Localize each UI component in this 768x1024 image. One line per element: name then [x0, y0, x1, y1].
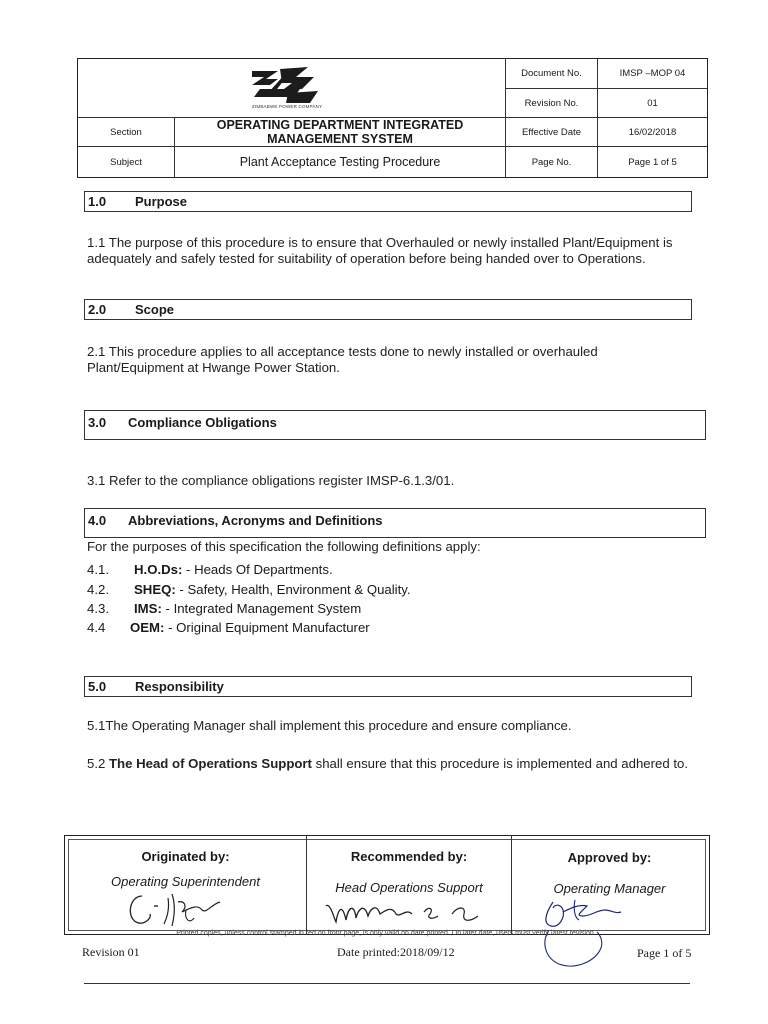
section-number: 1.0 — [88, 194, 107, 209]
section-number: 2.0 — [88, 302, 107, 317]
subject-value: Plant Acceptance Testing Procedure — [239, 155, 441, 169]
definition-number: 4.3. — [87, 601, 109, 616]
definition-term: H.O.Ds: — [134, 562, 183, 577]
responsibility-paragraph-2 — [87, 756, 697, 772]
page-no-value: Page 1 of 5 — [628, 156, 677, 168]
definition-text: - Original Equipment Manufacturer — [164, 620, 370, 635]
definition-number: 4.1. — [87, 562, 109, 577]
definition-item — [87, 601, 361, 616]
section-title-line-2: MANAGEMENT SYSTEM — [267, 132, 413, 146]
section-number: 3.0 — [88, 415, 107, 430]
section-label: Section — [110, 126, 142, 138]
section-heading-responsibility — [84, 676, 692, 697]
section-title: Compliance Obligations — [128, 415, 277, 430]
originated-by-role: Operating Superintendent — [111, 874, 260, 889]
revision-no-value: 01 — [647, 97, 658, 109]
scope-paragraph: 2.1 This procedure applies to all acceptance tests done to newly installed or overhauled Plant/Equipment at Hwange Power Station. — [87, 344, 598, 375]
section-heading-compliance — [84, 410, 706, 440]
recommended-by-role: Head Operations Support — [335, 880, 483, 895]
definition-item — [87, 620, 370, 635]
recommended-by-label: Recommended by: — [350, 849, 468, 864]
section-title: Abbreviations, Acronyms and Definitions — [128, 513, 383, 528]
abbreviations-intro: For the purposes of this specification the following definitions apply: — [87, 539, 481, 554]
section-number: 4.0 — [88, 513, 107, 528]
footer-rule — [84, 983, 690, 984]
paragraph-rest: shall ensure that this procedure is implemented and adhered to. — [311, 756, 689, 771]
responsibility-paragraph-1: 5.1The Operating Manager shall implement this procedure and ensure compliance. — [87, 718, 572, 733]
printed-copy-notice: Printed copies, unless control stamped in red on front page, is only valid on date printed. On later date, users must verify latest revision. — [176, 930, 596, 937]
definition-item — [87, 562, 333, 577]
footer-date-printed: Date printed:2018/09/12 — [337, 945, 455, 959]
section-title: Responsibility — [135, 679, 224, 694]
section-heading-abbreviations — [84, 508, 706, 538]
document-no-label: Document No. — [521, 68, 582, 79]
definition-text: - Safety, Health, Environment & Quality. — [175, 582, 411, 597]
section-number: 5.0 — [88, 679, 107, 694]
definition-term: SHEQ: — [134, 582, 176, 597]
section-title: Purpose — [135, 194, 188, 209]
footer-revision: Revision 01 — [82, 945, 140, 959]
document-header-table — [77, 58, 708, 178]
section-heading-purpose — [84, 191, 692, 212]
signoff-table — [64, 835, 710, 935]
paragraph-bold-role: The Head of Operations Support — [109, 756, 312, 771]
page-no-label: Page No. — [531, 156, 572, 168]
footer-page-number: Page 1 of 5 — [637, 946, 692, 960]
definition-term: OEM: — [130, 620, 165, 635]
definition-number: 4.4 — [87, 620, 106, 635]
section-title-line-1: OPERATING DEPARTMENT INTEGRATED — [216, 118, 464, 132]
definition-number: 4.2. — [87, 582, 109, 597]
section-title: Scope — [135, 302, 175, 317]
originator-signature — [120, 886, 250, 930]
section-heading-scope — [84, 299, 692, 320]
document-no-value: IMSP –MOP 04 — [619, 68, 686, 79]
section-title — [175, 118, 505, 146]
approved-by-role: Operating Manager — [553, 881, 666, 896]
originated-by-label: Originated by: — [141, 849, 230, 864]
subject-label: Subject — [110, 156, 142, 168]
approved-by-label: Approved by: — [567, 850, 652, 865]
definition-text: - Integrated Management System — [161, 601, 362, 616]
definition-item — [87, 582, 411, 597]
effective-date-value: 16/02/2018 — [628, 126, 677, 138]
recommender-signature — [320, 892, 500, 928]
purpose-paragraph: 1.1 The purpose of this procedure is to ensure that Overhauled or newly installed Plant/Equipment is adequately and safely tested for suitability of operation before being handed over to Operations. — [87, 235, 673, 266]
revision-no-label: Revision No. — [524, 97, 579, 109]
definition-term: IMS: — [134, 601, 162, 616]
paragraph-prefix: 5.2 — [87, 756, 109, 771]
effective-date-label: Effective Date — [522, 126, 581, 138]
company-tagline: ZIMBABWE POWER COMPANY — [252, 104, 323, 109]
definition-text: - Heads Of Departments. — [182, 562, 333, 577]
compliance-paragraph: 3.1 Refer to the compliance obligations register IMSP-6.1.3/01. — [87, 473, 455, 488]
